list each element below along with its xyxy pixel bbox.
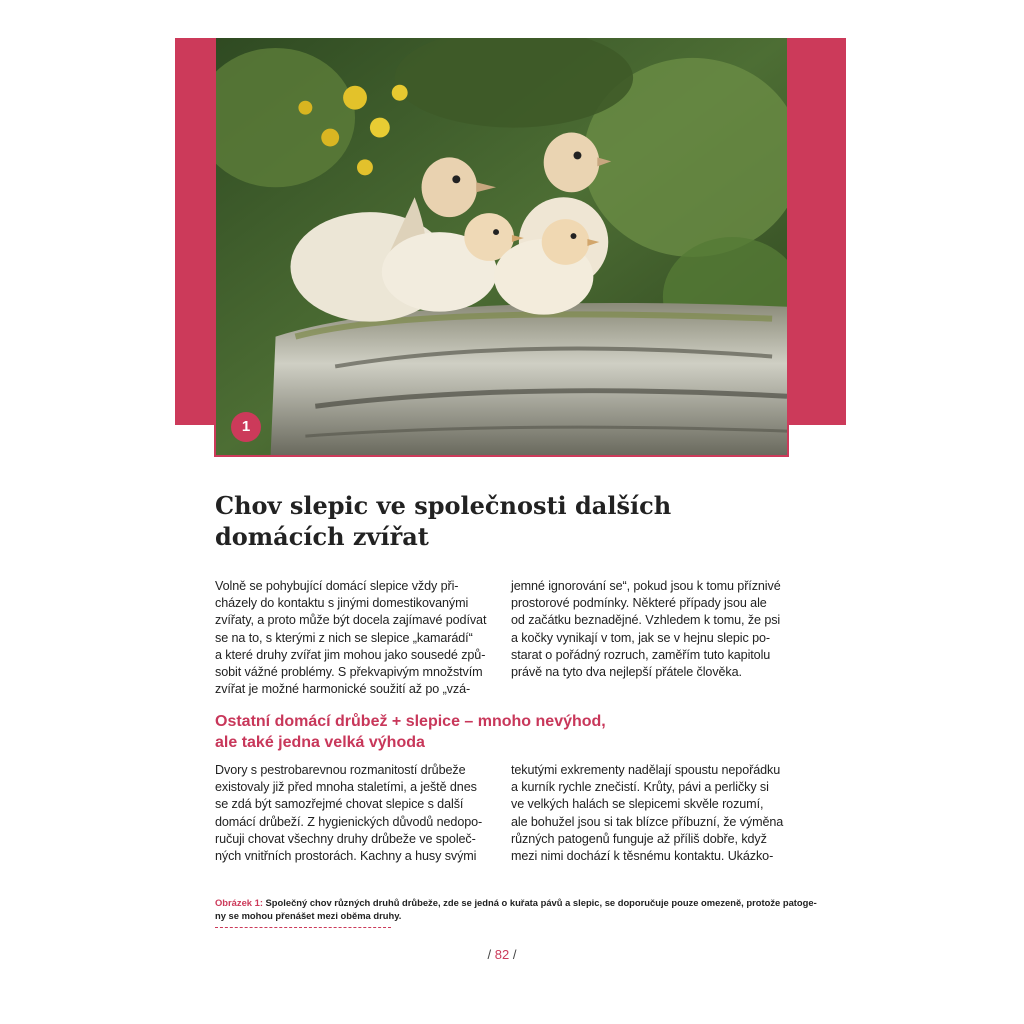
text-line: starat o pořádný rozruch, zaměřím tuto kapitolu	[511, 647, 771, 662]
text-line: a kočky vynikají v tom, jak se v hejnu slepic po-	[511, 630, 770, 645]
text-line: ných vnitřních prostorách. Kachny a husy svými	[215, 849, 477, 864]
section-heading-line-1: Ostatní domácí drůbež + slepice – mnoho nevýhod,	[215, 713, 606, 730]
intro-column-right	[511, 578, 786, 681]
caption-line-2: ny se mohou přenášet mezi oběma druhy.	[215, 910, 402, 921]
section-column-left	[215, 762, 490, 865]
chapter-title-line-1: Chov slepic ve společnosti dalších	[215, 491, 672, 520]
intro-column-left	[215, 578, 490, 698]
text-line: jemné ignorování se“, pokud jsou k tomu příznivé	[511, 579, 781, 593]
text-line: a kurník rychle znečistí. Krůty, pávi a perličky si	[511, 780, 769, 795]
text-line: a které druhy zvířat jim mohou jako sousedé způ-	[215, 647, 486, 662]
text-line: Volně se pohybující domácí slepice vždy při-	[215, 579, 459, 593]
text-line: Dvory s pestrobarevnou rozmanitostí drůbeže	[215, 763, 466, 777]
chapter-title-line-2: domácích zvířat	[215, 522, 429, 551]
page-number-suffix: /	[509, 947, 517, 962]
page-number-prefix: /	[487, 947, 495, 962]
text-line: se zdá být samozřejmé chovat slepice s další	[215, 797, 464, 812]
text-line: se na to, s kterými z nich se slepice „kamarádí“	[215, 630, 473, 645]
text-line: domácí drůbeží. Z hygienických důvodů nedopo-	[215, 814, 483, 829]
section-column-right	[511, 762, 786, 865]
text-line: cházely do kontaktu s jinými domestikovanými	[215, 596, 469, 611]
caption-label: Obrázek 1:	[215, 897, 263, 908]
text-line: ve velkých halách se slepicemi skvěle rozumí,	[511, 797, 764, 812]
text-line: prostorové podmínky. Některé případy jsou ale	[511, 596, 767, 611]
text-line: existovaly již před mnoha staletími, a ještě dnes	[215, 780, 477, 795]
text-line: tekutými exkrementy nadělají spoustu nepořádku	[511, 763, 781, 777]
chicks-illustration	[216, 38, 787, 455]
text-line: ručuji chovat všechny druhy drůbeže ve společ-	[215, 831, 476, 846]
page-number	[440, 947, 564, 962]
figure-number-badge: 1	[231, 412, 261, 442]
text-line: mezi nimi dochází k těsnému kontaktu. Ukázko-	[511, 849, 774, 864]
caption-text: Společný chov různých druhů drůbeže, zde se jedná o kuřata pávů a slepic, se doporučuje pouze omezeně, protože patoge-	[262, 897, 817, 908]
caption-line-1	[215, 896, 817, 909]
page-number-value: 82	[494, 947, 510, 962]
section-heading-line-2: ale také jedna velká výhoda	[215, 734, 425, 751]
figure-caption	[215, 896, 817, 922]
text-line: zvířaty, a proto může být docela zajímavé podívat	[215, 613, 487, 628]
text-line: právě na tyto dva nejlepší přátele člověka.	[511, 665, 742, 680]
text-line: různých patogenů funguje až příliš dobře, když	[511, 831, 767, 846]
figure-photo	[214, 38, 789, 457]
chapter-title	[215, 490, 815, 552]
text-line: od začátku beznadějné. Vzhledem k tomu, že psi	[511, 613, 781, 628]
text-line: zvířat je možné harmonické soužití až po „vzá-	[215, 682, 471, 697]
text-line: ale bohužel jsou si tak blízce příbuzní, že výměna	[511, 814, 784, 829]
text-line: sobit vážné problémy. S překvapivým množstvím	[215, 665, 483, 680]
caption-dashed-rule	[215, 927, 391, 928]
section-heading	[215, 711, 775, 753]
